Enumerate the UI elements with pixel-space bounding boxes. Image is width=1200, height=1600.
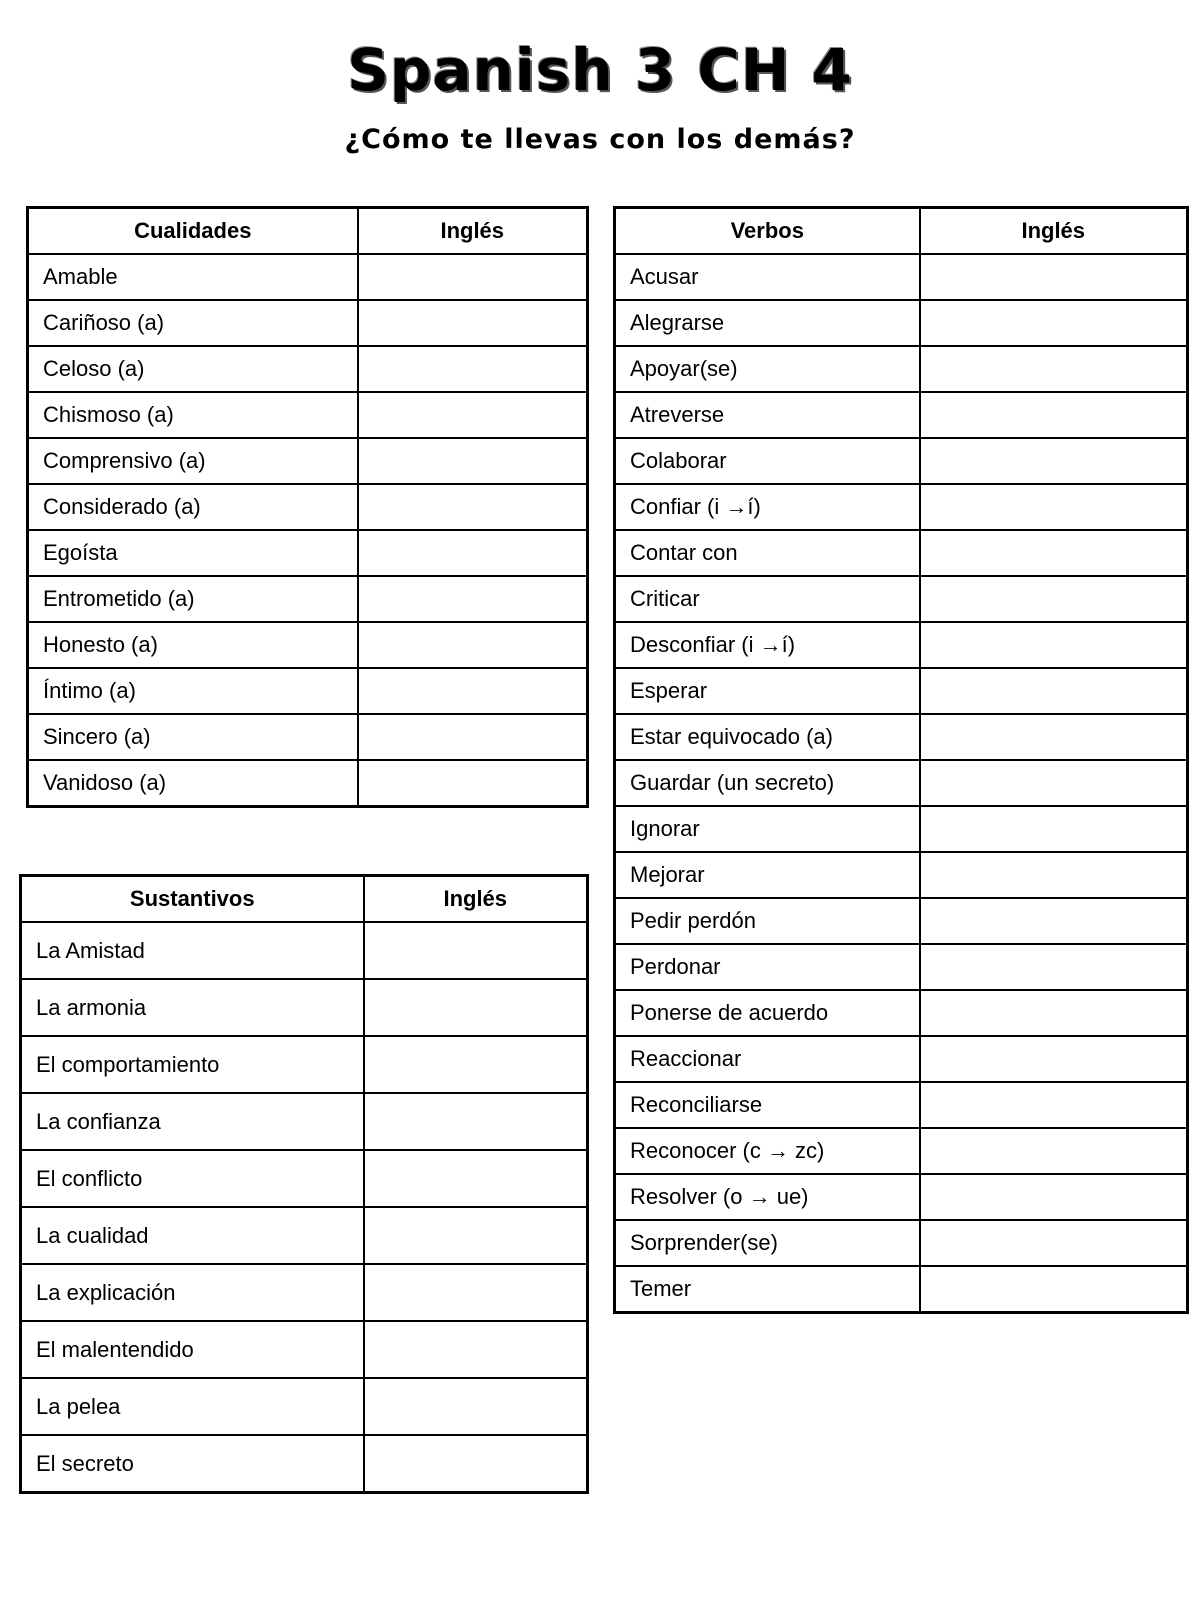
english-answer-cell[interactable] (920, 806, 1188, 852)
table-row (28, 530, 588, 576)
english-answer-cell[interactable] (920, 760, 1188, 806)
vocab-term: Pedir perdón (615, 898, 920, 944)
vocab-term: Alegrarse (615, 300, 920, 346)
cualidades-table (26, 206, 589, 808)
table-row (28, 392, 588, 438)
english-answer-cell[interactable] (364, 1207, 588, 1264)
table-row (615, 1174, 1188, 1220)
table-row (28, 484, 588, 530)
vocab-term: Vanidoso (a) (28, 760, 358, 807)
english-answer-cell[interactable] (920, 484, 1188, 530)
english-answer-cell[interactable] (358, 254, 588, 300)
table-row (21, 1150, 588, 1207)
table-header-row (615, 208, 1188, 255)
english-answer-cell[interactable] (358, 346, 588, 392)
english-answer-cell[interactable] (364, 1264, 588, 1321)
table-row (28, 668, 588, 714)
english-answer-cell[interactable] (364, 1036, 588, 1093)
english-answer-cell[interactable] (358, 622, 588, 668)
table-row (615, 1220, 1188, 1266)
english-answer-cell[interactable] (920, 576, 1188, 622)
vocab-term: Confiar (i →í) (615, 484, 920, 530)
table-row (615, 254, 1188, 300)
table-row (615, 484, 1188, 530)
vocab-term: La armonia (21, 979, 364, 1036)
vocab-term: Amable (28, 254, 358, 300)
sustantivos-table (19, 874, 589, 1494)
vocab-term: Sorprender(se) (615, 1220, 920, 1266)
table-row (28, 622, 588, 668)
table-row (615, 990, 1188, 1036)
vocab-term: La Amistad (21, 922, 364, 979)
table-row (28, 576, 588, 622)
english-answer-cell[interactable] (358, 300, 588, 346)
english-answer-cell[interactable] (358, 714, 588, 760)
english-answer-cell[interactable] (358, 438, 588, 484)
table-row (615, 438, 1188, 484)
vocab-term: Ponerse de acuerdo (615, 990, 920, 1036)
table-header-row (21, 876, 588, 923)
page-subtitle: ¿Cómo te llevas con los demás? (344, 124, 856, 155)
column-header-ingles: Inglés (364, 876, 588, 923)
table-row (28, 438, 588, 484)
vocab-term: Egoísta (28, 530, 358, 576)
english-answer-cell[interactable] (920, 622, 1188, 668)
english-answer-cell[interactable] (920, 254, 1188, 300)
table-row (21, 1378, 588, 1435)
vocab-term: Reconocer (c → zc) (615, 1128, 920, 1174)
english-answer-cell[interactable] (920, 944, 1188, 990)
vocab-term: Entrometido (a) (28, 576, 358, 622)
table-row (21, 1321, 588, 1378)
vocab-term: Considerado (a) (28, 484, 358, 530)
table-row (615, 300, 1188, 346)
table-row (21, 1207, 588, 1264)
table-row (615, 392, 1188, 438)
english-answer-cell[interactable] (920, 1266, 1188, 1313)
english-answer-cell[interactable] (358, 760, 588, 807)
english-answer-cell[interactable] (920, 1082, 1188, 1128)
table-row (21, 1435, 588, 1493)
vocab-term: La explicación (21, 1264, 364, 1321)
english-answer-cell[interactable] (920, 1036, 1188, 1082)
vocab-term: El comportamiento (21, 1036, 364, 1093)
english-answer-cell[interactable] (920, 990, 1188, 1036)
table-row (21, 922, 588, 979)
english-answer-cell[interactable] (364, 979, 588, 1036)
english-answer-cell[interactable] (358, 576, 588, 622)
vocab-term: Perdonar (615, 944, 920, 990)
table-row (615, 622, 1188, 668)
table-row (615, 346, 1188, 392)
vocab-term: Mejorar (615, 852, 920, 898)
english-answer-cell[interactable] (920, 300, 1188, 346)
table-row (28, 300, 588, 346)
table-row (615, 668, 1188, 714)
vocab-term: Apoyar(se) (615, 346, 920, 392)
english-answer-cell[interactable] (920, 438, 1188, 484)
english-answer-cell[interactable] (364, 1093, 588, 1150)
table-row (21, 979, 588, 1036)
vocab-term: Colaborar (615, 438, 920, 484)
vocab-term: Resolver (o → ue) (615, 1174, 920, 1220)
vocab-term: Reaccionar (615, 1036, 920, 1082)
vocab-term: Acusar (615, 254, 920, 300)
vocab-term: Criticar (615, 576, 920, 622)
table-row (615, 1082, 1188, 1128)
table-row (21, 1093, 588, 1150)
vocab-term: Desconfiar (i →í) (615, 622, 920, 668)
column-header-ingles: Inglés (920, 208, 1188, 255)
vocab-term: El conflicto (21, 1150, 364, 1207)
english-answer-cell[interactable] (358, 392, 588, 438)
english-answer-cell[interactable] (920, 714, 1188, 760)
vocab-term: La cualidad (21, 1207, 364, 1264)
english-answer-cell[interactable] (920, 530, 1188, 576)
english-answer-cell[interactable] (920, 898, 1188, 944)
english-answer-cell[interactable] (920, 346, 1188, 392)
english-answer-cell[interactable] (920, 852, 1188, 898)
vocab-term: Ignorar (615, 806, 920, 852)
column-header-verbos: Verbos (615, 208, 920, 255)
table-row (615, 1128, 1188, 1174)
vocab-term: La pelea (21, 1378, 364, 1435)
table-row (28, 714, 588, 760)
verbos-table (613, 206, 1189, 1314)
vocab-term: Estar equivocado (a) (615, 714, 920, 760)
vocab-term: Reconciliarse (615, 1082, 920, 1128)
vocab-term: Honesto (a) (28, 622, 358, 668)
english-answer-cell[interactable] (920, 1220, 1188, 1266)
table-row (615, 714, 1188, 760)
table-row (615, 1266, 1188, 1313)
vocab-term: Celoso (a) (28, 346, 358, 392)
table-row (21, 1036, 588, 1093)
table-row (615, 898, 1188, 944)
table-row (615, 760, 1188, 806)
english-answer-cell[interactable] (358, 530, 588, 576)
vocab-term: Íntimo (a) (28, 668, 358, 714)
table-row (615, 576, 1188, 622)
english-answer-cell[interactable] (364, 1150, 588, 1207)
english-answer-cell[interactable] (358, 484, 588, 530)
table-row (28, 254, 588, 300)
vocab-term: Cariñoso (a) (28, 300, 358, 346)
table-row (615, 852, 1188, 898)
english-answer-cell[interactable] (920, 392, 1188, 438)
english-answer-cell[interactable] (364, 1321, 588, 1378)
table-row (615, 1036, 1188, 1082)
vocab-term: Atreverse (615, 392, 920, 438)
english-answer-cell[interactable] (920, 668, 1188, 714)
vocab-term: El malentendido (21, 1321, 364, 1378)
english-answer-cell[interactable] (364, 922, 588, 979)
vocab-term: Contar con (615, 530, 920, 576)
column-header-cualidades: Cualidades (28, 208, 358, 255)
vocab-term: Comprensivo (a) (28, 438, 358, 484)
english-answer-cell[interactable] (364, 1435, 588, 1493)
vocab-term: Temer (615, 1266, 920, 1313)
table-row (21, 1264, 588, 1321)
column-header-ingles: Inglés (358, 208, 588, 255)
english-answer-cell[interactable] (920, 1174, 1188, 1220)
table-row (28, 760, 588, 807)
vocab-term: Sincero (a) (28, 714, 358, 760)
page-title: Spanish 3 CH 4 (347, 36, 853, 104)
vocab-term: Guardar (un secreto) (615, 760, 920, 806)
table-row (615, 944, 1188, 990)
table-row (28, 346, 588, 392)
table-row (615, 806, 1188, 852)
table-row (615, 530, 1188, 576)
column-header-sustantivos: Sustantivos (21, 876, 364, 923)
vocab-term: Chismoso (a) (28, 392, 358, 438)
english-answer-cell[interactable] (358, 668, 588, 714)
english-answer-cell[interactable] (364, 1378, 588, 1435)
vocab-term: El secreto (21, 1435, 364, 1493)
table-header-row (28, 208, 588, 255)
english-answer-cell[interactable] (920, 1128, 1188, 1174)
vocab-term: Esperar (615, 668, 920, 714)
vocab-term: La confianza (21, 1093, 364, 1150)
